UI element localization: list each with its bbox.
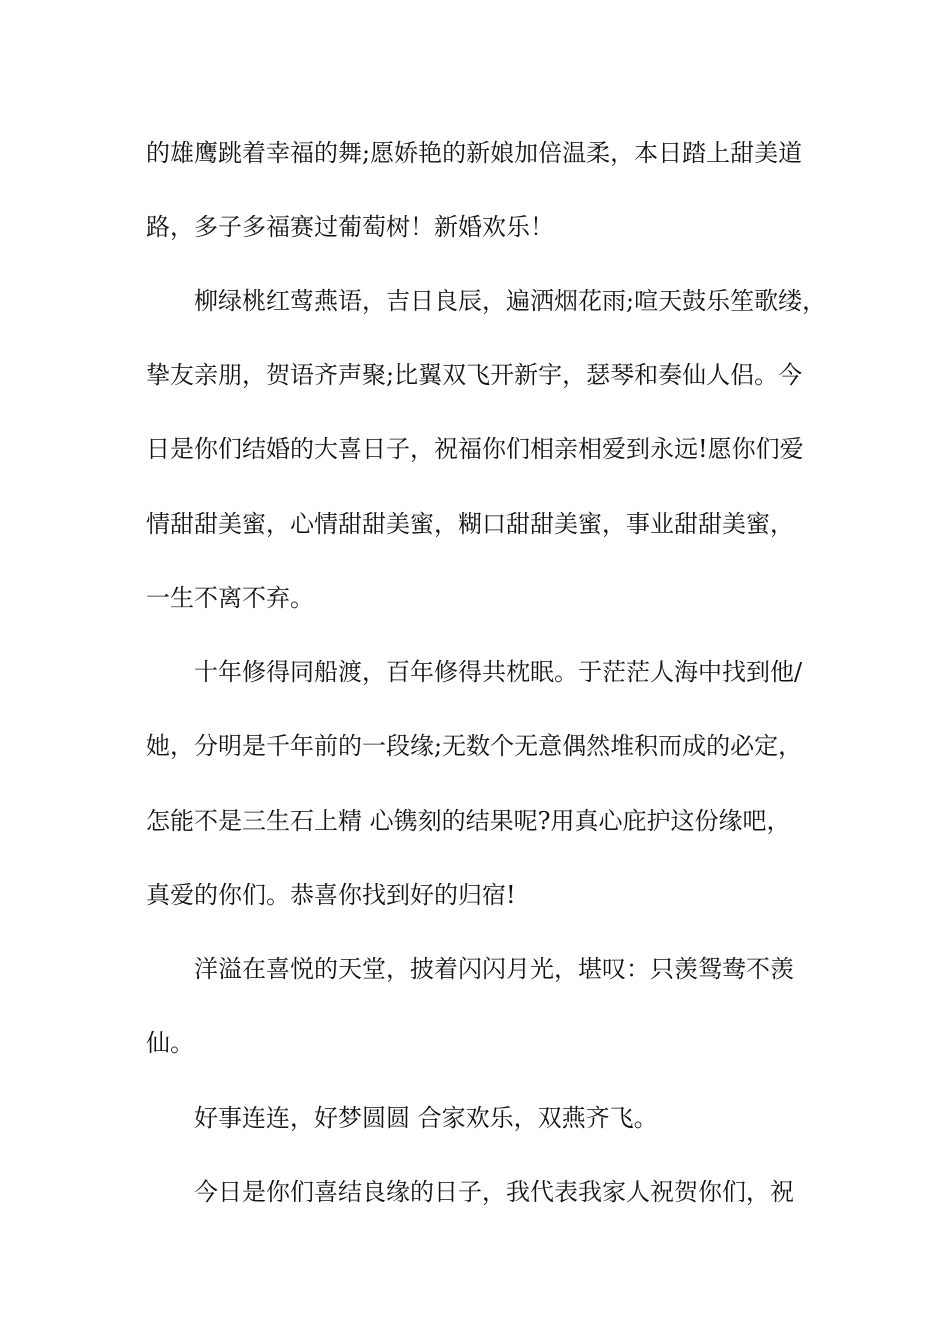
text-line: 一生不离不弃。 xyxy=(146,584,314,612)
paragraph-start-line: 洋溢在喜悦的天堂，披着闪闪月光，堪叹：只羡鸳鸯不羡 xyxy=(194,955,794,983)
text-line: 的雄鹰跳着幸福的舞;愿娇艳的新娘加倍温柔，本日踏上甜美道 xyxy=(146,139,803,167)
paragraph-start-line: 十年修得同船渡，百年修得共枕眠。于茫茫人海中找到他/ xyxy=(194,658,803,686)
paragraph-start-line: 今日是你们喜结良缘的日子，我代表我家人祝贺你们，祝 xyxy=(194,1178,794,1206)
text-line: 挚友亲朋，贺语齐声聚;比翼双飞开新宇，瑟琴和奏仙人侣。今 xyxy=(146,361,803,389)
paragraph-start-line: 柳绿桃红莺燕语，吉日良辰，遍洒烟花雨;喧天鼓乐笙歌缕， xyxy=(194,287,827,315)
text-line: 怎能不是三生石上精 心镌刻的结果呢?用真心庇护这份缘吧， xyxy=(146,807,791,835)
text-line: 日是你们结婚的大喜日子，祝福你们相亲相爱到永远!愿你们爱 xyxy=(146,435,804,463)
text-line: 路，多子多福赛过葡萄树！新婚欢乐！ xyxy=(146,213,554,241)
text-line: 她，分明是千年前的一段缘;无数个无意偶然堆积而成的必定， xyxy=(146,732,803,760)
paragraph-start-line: 好事连连，好梦圆圆 合家欢乐，双燕齐飞。 xyxy=(194,1104,658,1132)
text-line: 情甜甜美蜜，心情甜甜美蜜，糊口甜甜美蜜，事业甜甜美蜜， xyxy=(146,510,794,538)
text-line: 仙。 xyxy=(146,1029,194,1057)
text-line: 真爱的你们。恭喜你找到好的归宿! xyxy=(146,881,516,909)
